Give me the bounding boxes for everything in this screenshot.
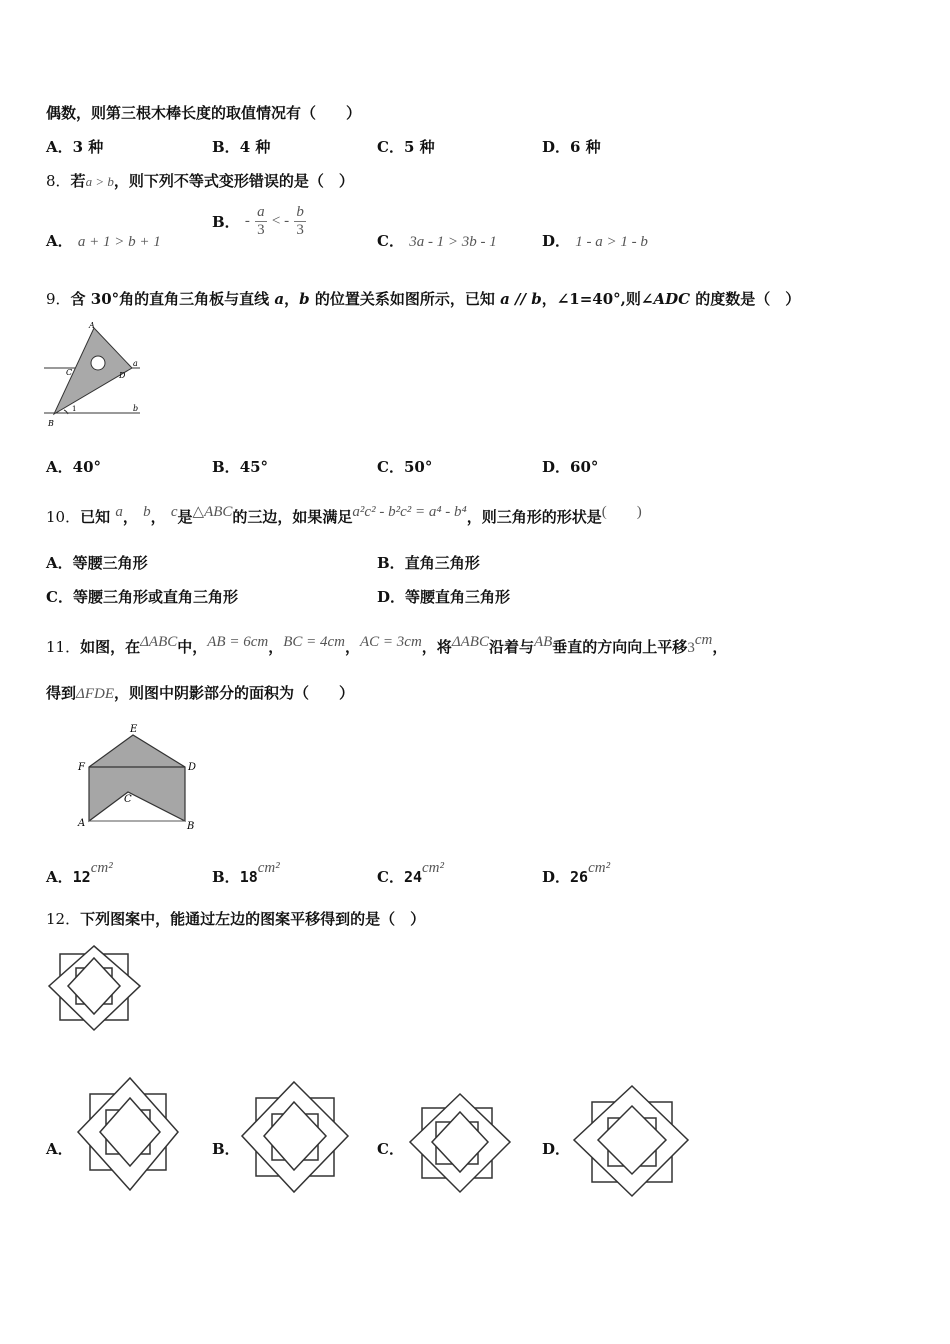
q11-bc: BC = 4cm — [283, 634, 345, 650]
option-label: B． — [212, 1140, 240, 1158]
q11-ab: AB = 6cm — [207, 634, 269, 650]
q9-option-c[interactable] — [377, 456, 432, 477]
q7-option-b[interactable] — [212, 136, 270, 157]
q11-text-5: 垂直的方向向上平移 — [552, 638, 688, 656]
q10-c: c — [170, 504, 178, 520]
option-label: B． — [212, 138, 240, 156]
label-D: D — [188, 762, 197, 773]
option-math: 1 - a > 1 - b — [575, 234, 648, 250]
label-D: D — [119, 371, 126, 380]
question-number: 10． — [46, 508, 81, 526]
q10-text-1: 已知 — [80, 508, 111, 526]
q10-text-4: ，则三角形的形状是 — [466, 508, 602, 526]
option-operator: < - — [271, 213, 290, 229]
q9-figure — [44, 318, 144, 430]
option-label: D． — [542, 232, 571, 250]
option-value: 18 — [239, 868, 258, 886]
q7-stem-tail: 偶数，则第三根木棒长度的取值情况有（ ） — [46, 104, 362, 122]
q9-text-c: ，∠1=40°,则∠ — [541, 290, 654, 308]
q9-option-d[interactable] — [542, 456, 598, 477]
q9-comma: ， — [284, 290, 300, 308]
q8-option-b[interactable] — [212, 204, 306, 239]
option-text: 等腰三角形或直角三角形 — [72, 588, 238, 606]
q10-option-b[interactable] — [377, 552, 480, 573]
option-label: A． — [46, 554, 73, 572]
option-label: B． — [212, 213, 240, 231]
option-text: 45° — [239, 458, 269, 476]
option-unit: cm² — [588, 860, 611, 876]
option-text: 60° — [570, 458, 599, 476]
q11-text-3: ，将 — [421, 638, 452, 656]
option-math: 3a - 1 > 3b - 1 — [409, 234, 497, 250]
option-text: 直角三角形 — [404, 554, 480, 572]
q11-ac: AC = 3cm — [360, 634, 422, 650]
q12-option-c[interactable] — [377, 1138, 404, 1159]
q11-triangle-fde: ΔFDE — [76, 686, 114, 702]
q11-text-4: 沿着与 — [488, 638, 534, 656]
q9-text-d: 的度数是（ ） — [690, 290, 801, 308]
option-label: D． — [542, 458, 571, 476]
label-B: B — [187, 821, 195, 832]
q11-triangle: ΔABC — [140, 634, 178, 650]
shaded-region — [89, 735, 185, 821]
label-A: A — [78, 818, 86, 829]
option-label: D． — [377, 588, 406, 606]
q12-reference-pattern — [46, 944, 146, 1038]
q12-stem — [46, 908, 425, 929]
q11-option-c[interactable] — [377, 860, 444, 887]
q10-text-3: 的三边，如果满足 — [232, 508, 353, 526]
option-text: 等腰直角三角形 — [405, 588, 511, 606]
q9-parallel: a // b — [500, 290, 542, 308]
option-minus: - — [244, 213, 250, 229]
option-label: C． — [377, 232, 404, 250]
label-F: F — [78, 762, 85, 773]
q8-option-c[interactable] — [377, 230, 497, 251]
question-number: 12． — [46, 910, 81, 928]
q11-text-6: ， — [712, 638, 728, 656]
option-value: 24 — [403, 868, 423, 886]
q11-option-a[interactable] — [46, 860, 113, 887]
option-label: D． — [542, 868, 571, 886]
option-label: C． — [377, 458, 404, 476]
q10-text-2: 是 — [177, 508, 193, 526]
label-angle-1: 1 — [72, 405, 77, 413]
q11-figure — [72, 718, 206, 836]
q8-condition: a > b — [85, 174, 114, 189]
q11-sep: ， — [345, 638, 361, 656]
q12-option-b[interactable] — [212, 1138, 240, 1159]
label-A: A — [89, 321, 95, 330]
label-line-b: b — [133, 404, 139, 413]
q11-stem-line2 — [46, 682, 354, 703]
option-label: B． — [212, 868, 240, 886]
q8-stem — [46, 170, 354, 191]
option-text: 4 种 — [239, 138, 271, 156]
q12-option-d-pattern — [570, 1084, 692, 1200]
q10-sep: ， — [150, 508, 166, 526]
q10-option-a[interactable] — [46, 552, 148, 573]
q9-text-a: 含 30°角的直角三角板与直线 — [70, 290, 275, 308]
option-text: 3 种 — [72, 138, 104, 156]
q11-sep: ， — [268, 638, 284, 656]
q11-text-7: 得到 — [46, 684, 77, 702]
q11-ab-2: AB — [533, 634, 553, 650]
option-text: 5 种 — [403, 138, 435, 156]
q9-line-a: a — [274, 290, 285, 308]
option-text: 40° — [72, 458, 102, 476]
q11-unit: cm — [694, 632, 713, 648]
q12-text: 下列图案中，能通过左边的图案平移得到的是（ ） — [80, 910, 426, 928]
option-unit: cm² — [90, 860, 113, 876]
label-C: C — [66, 368, 73, 377]
q10-option-c[interactable] — [46, 586, 238, 607]
q8-option-d[interactable] — [542, 230, 648, 251]
q12-option-b-pattern — [238, 1080, 352, 1196]
option-text: 50° — [403, 458, 433, 476]
option-label: B． — [377, 554, 405, 572]
q11-text-8: ，则图中阴影部分的面积为（ ） — [113, 684, 354, 702]
q8-prefix: 若 — [70, 172, 86, 190]
q10-triangle: △ABC — [192, 504, 233, 520]
q8-suffix: ，则下列不等式变形错误的是（ ） — [113, 172, 354, 190]
option-math: a + 1 > b + 1 — [77, 234, 161, 250]
option-label: B． — [212, 458, 240, 476]
option-text: 等腰三角形 — [72, 554, 148, 572]
q9-line-b: b — [299, 290, 310, 308]
q10-option-d[interactable] — [377, 586, 510, 607]
q11-triangle-2: ΔABC — [451, 634, 489, 650]
frac-num: a — [257, 204, 265, 220]
q10-answer-paren: ( ) — [601, 504, 642, 520]
q12-option-c-pattern — [404, 1092, 514, 1198]
q11-text-2: 中， — [177, 638, 208, 656]
fraction-a-over-3 — [255, 204, 267, 239]
q9-stem — [46, 288, 800, 309]
option-label: A． — [46, 1140, 73, 1158]
option-label: D． — [542, 138, 571, 156]
option-text: 6 种 — [570, 138, 601, 156]
fraction-b-over-3 — [294, 204, 306, 239]
q12-option-d[interactable] — [542, 1138, 570, 1159]
q9-text-b: 的位置关系如图所示，已知 — [309, 290, 501, 308]
question-number: 8． — [46, 172, 71, 190]
q7-option-c[interactable] — [377, 136, 435, 157]
q9-option-b[interactable] — [212, 456, 268, 477]
label-line-a: a — [133, 359, 138, 368]
option-value: 12 — [72, 868, 91, 886]
q11-option-d[interactable] — [542, 860, 610, 887]
option-label: A． — [46, 232, 73, 250]
label-E: E — [130, 724, 138, 735]
plate-hole — [91, 356, 105, 370]
q12-option-a-pattern — [72, 1076, 182, 1198]
q11-text-1: 如图，在 — [80, 638, 141, 656]
q8-option-a[interactable] — [46, 230, 161, 251]
option-label: C． — [46, 588, 73, 606]
label-B: B — [48, 419, 54, 428]
frac-num: b — [296, 204, 304, 220]
q10-stem — [46, 500, 642, 527]
frac-den: 3 — [296, 222, 304, 238]
q11-stem-line1 — [46, 632, 727, 657]
q10-sep: ， — [122, 508, 138, 526]
option-label: C． — [377, 1140, 404, 1158]
frac-den: 3 — [257, 222, 265, 238]
q12-option-a[interactable] — [46, 1138, 73, 1159]
option-label: A． — [46, 138, 73, 156]
option-unit: cm² — [257, 860, 280, 876]
option-value: 26 — [570, 868, 589, 886]
option-unit: cm² — [422, 860, 445, 876]
question-number: 11． — [46, 638, 81, 656]
label-C: C — [124, 794, 132, 805]
question-number: 9． — [46, 290, 71, 308]
q10-equation: a²c² - b²c² = a⁴ - b⁴ — [352, 504, 467, 520]
option-label: D． — [542, 1140, 571, 1158]
q7-option-a[interactable] — [46, 136, 103, 157]
option-label: C． — [377, 868, 404, 886]
option-label: C． — [377, 138, 404, 156]
q10-a: a — [115, 504, 123, 520]
option-label: A． — [46, 868, 73, 886]
q9-option-a[interactable] — [46, 456, 101, 477]
q11-option-b[interactable] — [212, 860, 280, 887]
q11-distance: 3 — [687, 640, 695, 656]
q10-b: b — [143, 504, 151, 520]
q7-option-d[interactable] — [542, 136, 601, 157]
q9-angle-adc: ADC — [653, 290, 691, 308]
option-label: A． — [46, 458, 73, 476]
